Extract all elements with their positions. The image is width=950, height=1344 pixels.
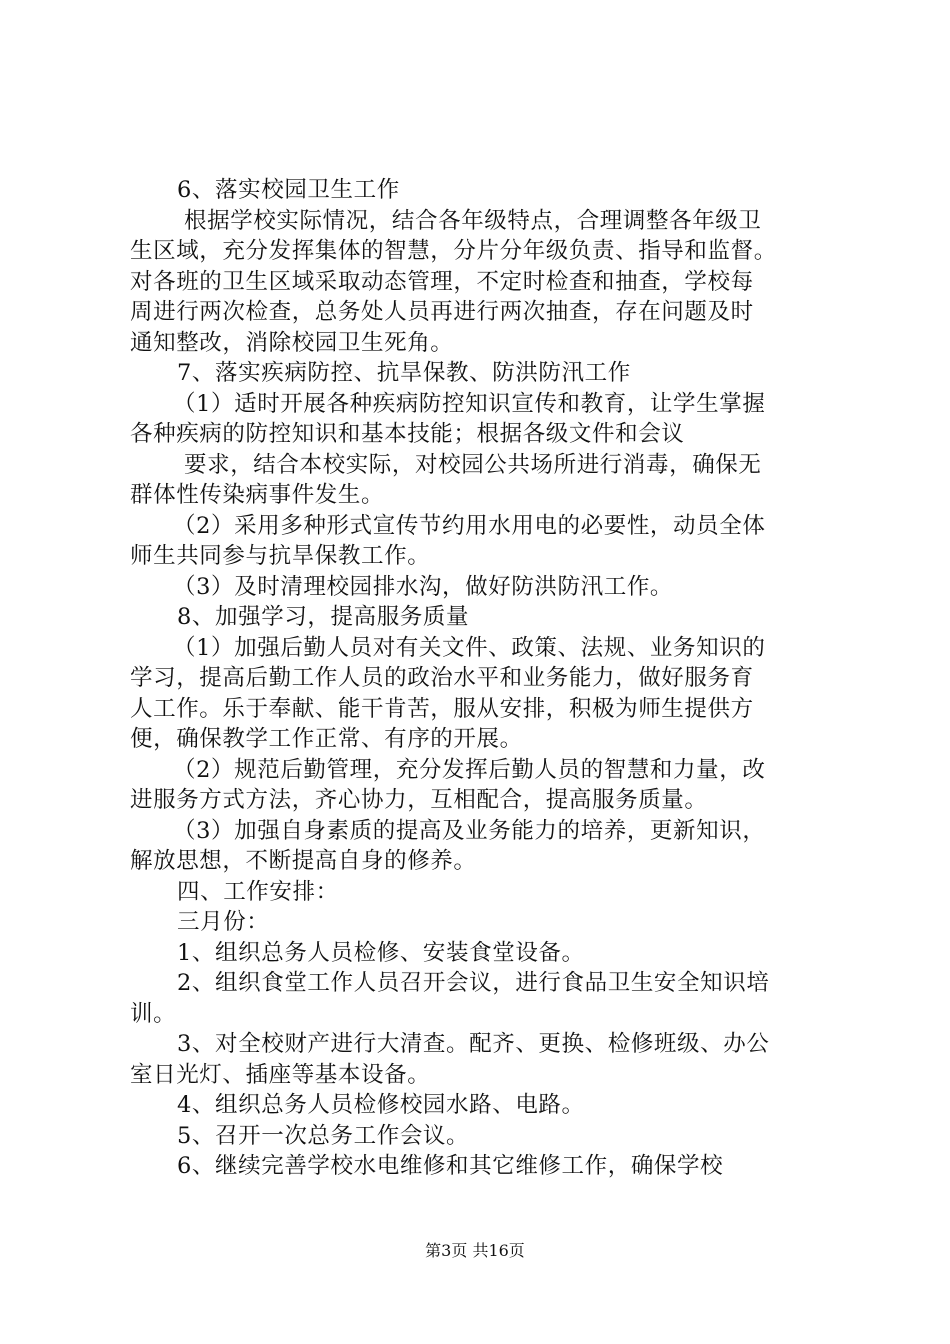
text-line: 各种疾病的防控知识和基本技能；根据各级文件和会议 bbox=[130, 421, 685, 447]
text-line: （3）及时清理校园排水沟，做好防洪防汛工作。 bbox=[173, 573, 674, 600]
text-line: 7、落实疾病防控、抗旱保教、防洪防汛工作 bbox=[177, 360, 631, 386]
text-line: 6、继续完善学校水电维修和其它维修工作，确保学校 bbox=[177, 1153, 724, 1179]
text-line: 3、对全校财产进行大清查。配齐、更换、检修班级、办公 bbox=[177, 1031, 770, 1057]
text-line: 进服务方式方法，齐心协力，互相配合，提高服务质量。 bbox=[130, 787, 708, 813]
document-body bbox=[130, 175, 840, 1182]
text-line: 人工作。乐于奉献、能干肯苦，服从安排，积极为师生提供方 bbox=[130, 695, 754, 722]
text-line: 三月份： bbox=[177, 909, 270, 935]
text-line: 4、组织总务人员检修校园水路、电路。 bbox=[177, 1092, 585, 1118]
text-line: （2）采用多种形式宣传节约用水用电的必要性，动员全体 bbox=[173, 512, 766, 539]
text-line: 5、召开一次总务工作会议。 bbox=[177, 1122, 470, 1149]
text-line: 6、落实校园卫生工作 bbox=[177, 177, 400, 203]
text-line: 师生共同参与抗旱保教工作。 bbox=[130, 543, 431, 569]
text-line: 群体性传染病事件发生。 bbox=[130, 482, 385, 508]
text-line: （1）适时开展各种疾病防控知识宣传和教育，让学生掌握 bbox=[173, 390, 766, 417]
text-line: 便，确保教学工作正常、有序的开展。 bbox=[130, 726, 523, 752]
text-line: 训。 bbox=[130, 1000, 177, 1027]
text-line: 解放思想，不断提高自身的修养。 bbox=[130, 848, 477, 874]
text-line: 室日光灯、插座等基本设备。 bbox=[130, 1061, 431, 1088]
text-line: 学习，提高后勤工作人员的政治水平和业务能力，做好服务育 bbox=[130, 665, 754, 691]
text-line: 周进行两次检查，总务处人员再进行两次抽查，存在问题及时 bbox=[130, 299, 754, 325]
text-line: 1、组织总务人员检修、安装食堂设备。 bbox=[177, 939, 585, 966]
text-line: 2、组织食堂工作人员召开会议，进行食品卫生安全知识培 bbox=[177, 970, 770, 996]
text-line: 8、加强学习，提高服务质量 bbox=[177, 604, 470, 630]
text-line: （3）加强自身素质的提高及业务能力的培养，更新知识， bbox=[173, 817, 766, 844]
text-line: （1）加强后勤人员对有关文件、政策、法规、业务知识的 bbox=[173, 634, 766, 661]
page-footer: 第3页 共16页 bbox=[425, 1241, 525, 1260]
text-line: （2）规范后勤管理，充分发挥后勤人员的智慧和力量，改 bbox=[173, 756, 766, 783]
text-line: 要求，结合本校实际，对校园公共场所进行消毒，确保无 bbox=[184, 451, 762, 478]
text-line: 四、工作安排： bbox=[177, 878, 339, 905]
text-line: 根据学校实际情况，结合各年级特点，合理调整各年级卫 bbox=[184, 207, 762, 234]
text-line: 通知整改，消除校园卫生死角。 bbox=[130, 329, 454, 356]
text-line: 生区域，充分发挥集体的智慧，分片分年级负责、指导和监督。 bbox=[130, 238, 777, 264]
text-line: 对各班的卫生区域采取动态管理，不定时检查和抽查，学校每 bbox=[130, 268, 754, 295]
